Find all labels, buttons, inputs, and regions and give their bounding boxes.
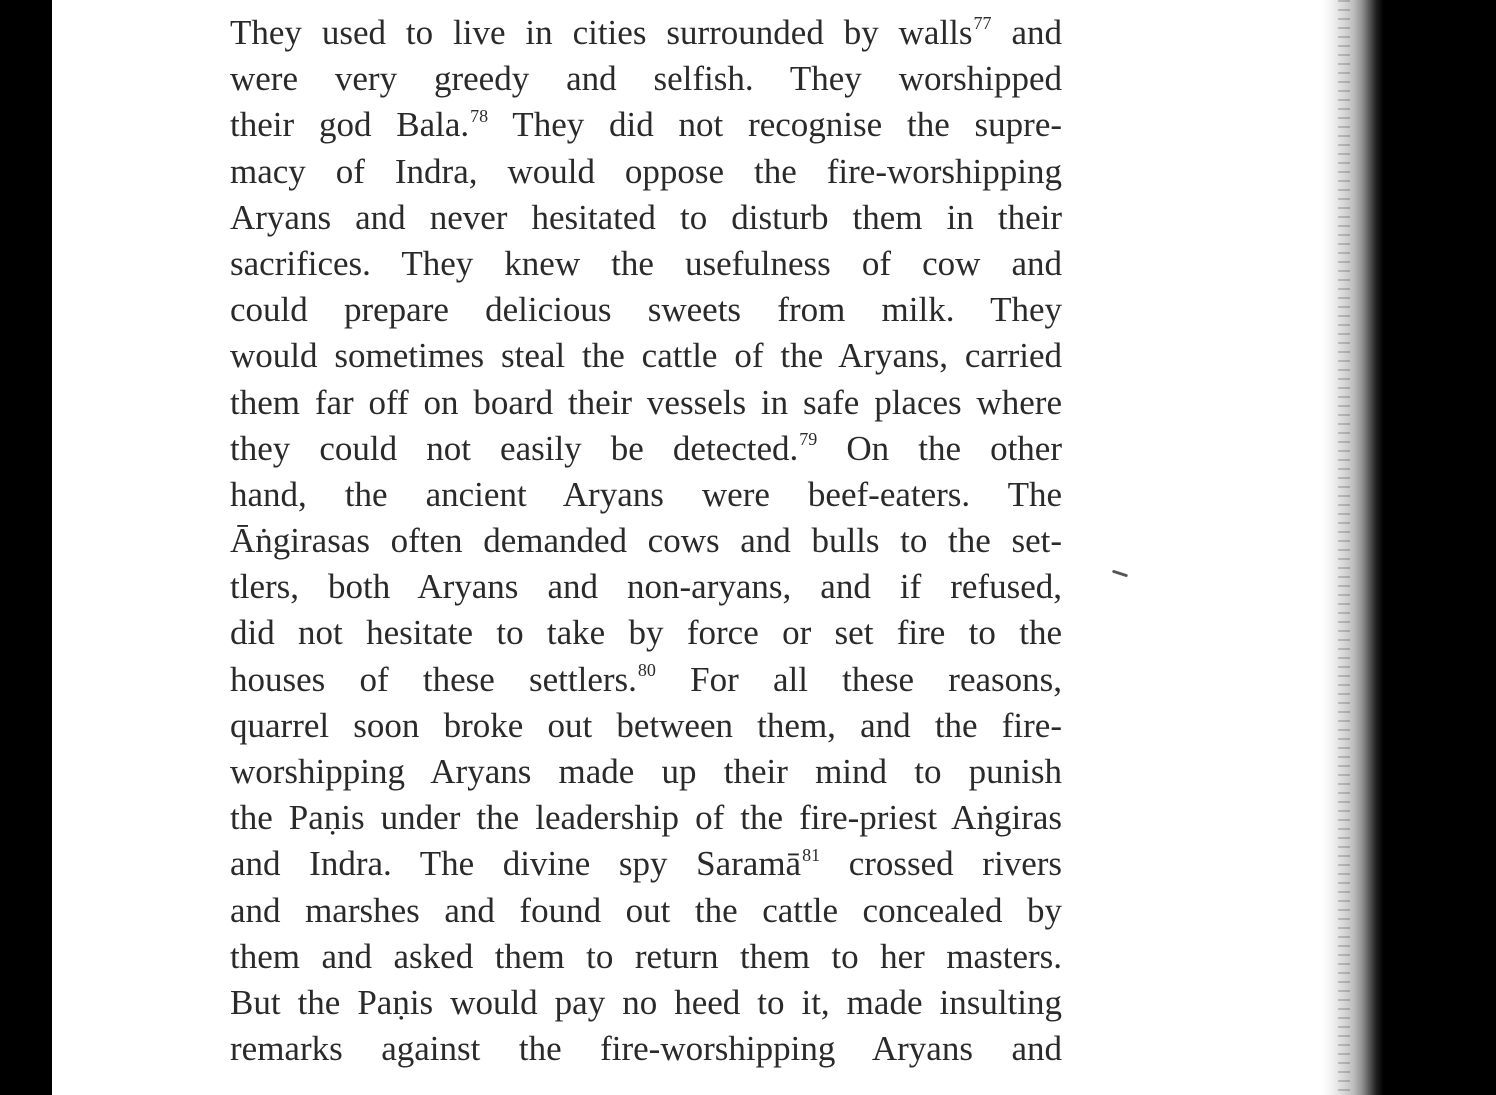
- text-line: did not hesitate to take by force or set fire to the: [230, 613, 1062, 653]
- text-line: worshipping Aryans made up their mind to punish: [230, 752, 1062, 791]
- text-line: quarrel soon broke out between them, and the fire-: [230, 705, 1062, 745]
- text-line: macy of Indra, would oppose the fire-worshipping: [230, 151, 1062, 191]
- text-line: and Indra. The divine spy Saramā$^{81}$ crossed rivers: [230, 844, 1062, 884]
- footnote-marker: 80: [637, 659, 656, 680]
- text-line: houses of these settlers.$^{80}$ For all these reasons,: [230, 659, 1062, 699]
- text-line: Aryans and never hesitated to disturb them in their: [230, 197, 1062, 237]
- text-line: sacrifices. They knew the usefulness of cow and: [230, 243, 1062, 283]
- footnote-marker: 77: [973, 13, 992, 34]
- text-line: could prepare delicious sweets from milk. They: [230, 290, 1062, 330]
- text-line: remarks against the fire-worshipping Aryans and: [230, 1029, 1062, 1069]
- text-line: hand, the ancient Aryans were beef-eaters. The: [230, 474, 1062, 514]
- footnote-marker: 81: [802, 844, 821, 865]
- text-line: They used to live in cities surrounded by walls$^{77}$ and: [230, 13, 1062, 52]
- text-line: they could not easily be detected.$^{79}$ On the other: [230, 428, 1062, 468]
- scan-mark: [1112, 570, 1128, 578]
- footnote-marker: 78: [470, 105, 489, 126]
- text-line: and marshes and found out the cattle concealed by: [230, 890, 1062, 930]
- text-line: But the Paṇis would pay no heed to it, made insulting: [230, 982, 1062, 1022]
- text-line: were very greedy and selfish. They worshipped: [230, 59, 1062, 99]
- book-spine-texture: [1338, 0, 1350, 1095]
- text-line: them far off on board their vessels in safe places where: [230, 382, 1062, 422]
- text-line: their god Bala.$^{78}$ They did not recognise the supre-: [230, 105, 1063, 145]
- book-spine-shadow: [1322, 0, 1392, 1095]
- text-line: them and asked them to return them to her masters.: [230, 936, 1062, 976]
- text-line: would sometimes steal the cattle of the Aryans, carried: [230, 336, 1062, 376]
- text-line: the Paṇis under the leadership of the fire-priest Aṅgiras: [230, 798, 1062, 838]
- footnote-marker: 79: [799, 429, 818, 450]
- scanned-page: [52, 0, 1392, 1095]
- body-text: [230, 10, 1062, 1072]
- text-line: Āṅgirasas often demanded cows and bulls to the set-: [230, 521, 1062, 561]
- text-line: tlers, both Aryans and non-aryans, and if refused,: [230, 567, 1062, 607]
